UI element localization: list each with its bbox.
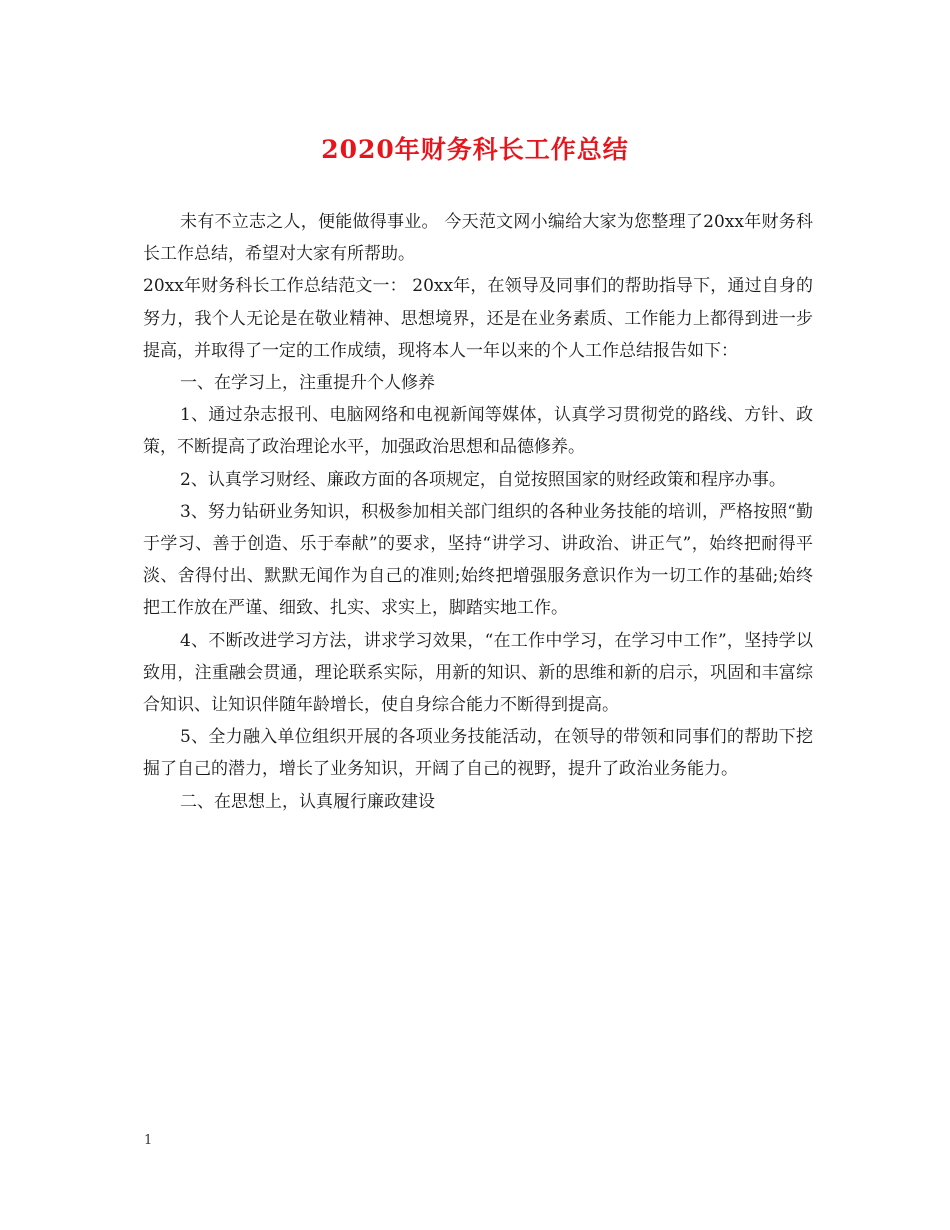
document-body [143,206,813,818]
paragraph-item-4: 4、不断改进学习方法，讲求学习效果，“在工作中学习，在学习中工作”，坚持学以致用，注重融会贯通，理论联系实际，用新的知识、新的思维和新的启示，巩固和丰富综合知识、让知识伴随年龄增长，使自身综合能力不断得到提高。 [143,630,813,716]
paragraph-item-1: 1、通过杂志报刊、电脑网络和电视新闻等媒体，认真学习贯彻党的路线、方针、政策，不断提高了政治理论水平，加强政治思想和品德修养。 [143,405,813,458]
section-heading-thought: 二、在思想上，认真履行廉政建设 [180,791,435,812]
document-title: 2020年财务科长工作总结 [321,135,629,164]
paragraph-item-5: 5、全力融入单位组织开展的各项业务技能活动，在领导的带领和同事们的帮助下挖掘了自己的潜力，增长了业务知识，开阔了自己的视野，提升了政治业务能力。 [143,727,813,780]
page-number: 1 [144,1133,153,1148]
paragraph-intro: 未有不立志之人，便能做得事业。 今天范文网小编给大家为您整理了20xx年财务科长工作总结，希望对大家有所帮助。 [143,212,813,265]
paragraph-item-3: 3、努力钻研业务知识，积极参加相关部门组织的各种业务技能的培训，严格按照“勤于学习、善于创造、乐于奉献”的要求，坚持“讲学习、讲政治、讲正气”，始终把耐得平淡、舍得付出、默默无闻作为自己的准则;始终把增强服务意识作为一切工作的基础;始终把工作放在严谨、细致、扎实、求实上，脚踏实地工作。 [143,501,813,619]
paragraph-opening: 20xx年财务科长工作总结范文一： 20xx年，在领导及同事们的帮助指导下，通过自身的努力，我个人无论是在敬业精神、思想境界，还是在业务素质、工作能力上都得到进一步提高，并取得了一定的工作成绩，现将本人一年以来的个人工作总结报告如下： [143,276,813,361]
paragraph-item-2: 2、认真学习财经、廉政方面的各项规定，自觉按照国家的财经政策和程序办事。 [180,469,786,490]
section-heading-study: 一、在学习上，注重提升个人修养 [180,373,435,394]
